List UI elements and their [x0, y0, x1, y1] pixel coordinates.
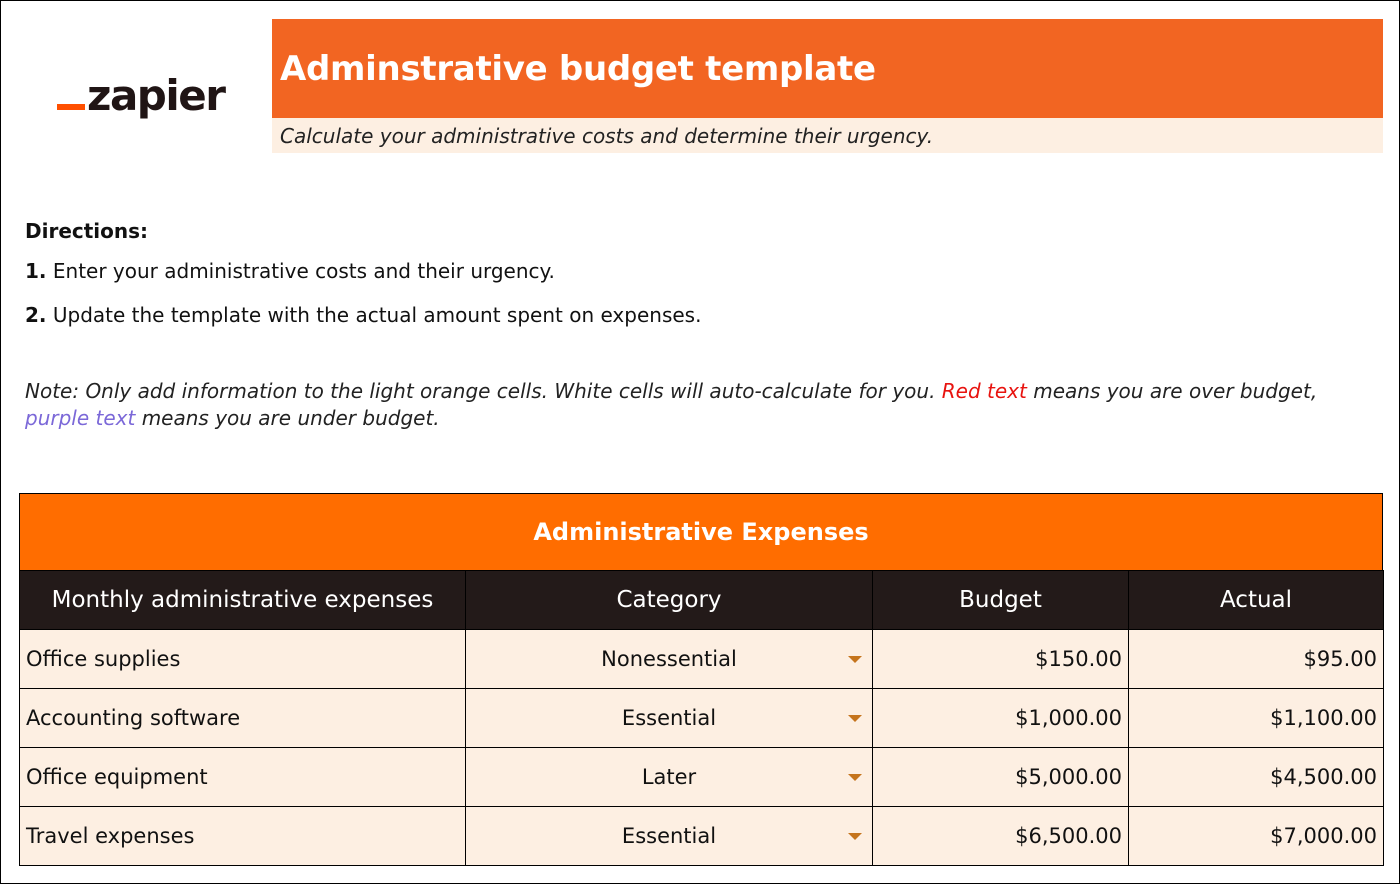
- budget-cell[interactable]: $150.00: [873, 630, 1129, 689]
- category-value: Essential: [621, 824, 717, 848]
- page-subtitle: Calculate your administrative costs and determine their urgency.: [280, 123, 934, 148]
- category-dropdown[interactable]: [466, 807, 873, 866]
- expense-cell[interactable]: Office equipment: [20, 748, 466, 807]
- note-text: [25, 378, 1325, 432]
- table-row: [20, 748, 1384, 807]
- budget-cell[interactable]: $5,000.00: [873, 748, 1129, 807]
- table-row: [20, 689, 1384, 748]
- actual-cell[interactable]: $1,100.00: [1129, 689, 1384, 748]
- direction-step-1: [25, 259, 555, 283]
- category-value: Later: [641, 765, 697, 789]
- note-part-3: means you are under budget.: [141, 406, 440, 430]
- dropdown-caret-icon[interactable]: [848, 715, 862, 722]
- budget-cell[interactable]: $6,500.00: [873, 807, 1129, 866]
- dropdown-caret-icon[interactable]: [848, 833, 862, 840]
- table-row: [20, 630, 1384, 689]
- note-purple-text: purple text: [25, 406, 136, 430]
- category-dropdown[interactable]: [466, 630, 873, 689]
- zapier-logo: [57, 67, 225, 120]
- dropdown-caret-icon[interactable]: [848, 774, 862, 781]
- expense-cell[interactable]: Travel expenses: [20, 807, 466, 866]
- page-title: Adminstrative budget template: [280, 48, 876, 89]
- logo-wordmark: zapier: [87, 71, 225, 120]
- table-header-row: [20, 571, 1384, 630]
- column-header-actual: Actual: [1129, 571, 1384, 630]
- expense-cell[interactable]: Accounting software: [20, 689, 466, 748]
- step-number: 1.: [25, 259, 47, 283]
- page-title-banner: [272, 19, 1383, 118]
- actual-cell[interactable]: $95.00: [1129, 630, 1384, 689]
- table-row: [20, 807, 1384, 866]
- column-header-expense: Monthly administrative expenses: [20, 571, 466, 630]
- note-red-text: Red text: [941, 379, 1027, 403]
- expenses-table: [19, 570, 1384, 866]
- step-number: 2.: [25, 303, 47, 327]
- category-dropdown[interactable]: [466, 748, 873, 807]
- category-value: Nonessential: [601, 647, 737, 671]
- directions-heading: Directions:: [25, 219, 149, 243]
- column-header-category: Category: [466, 571, 873, 630]
- column-header-budget: Budget: [873, 571, 1129, 630]
- dropdown-caret-icon[interactable]: [848, 656, 862, 663]
- note-part-1: Note: Only add information to the light orange cells. White cells will auto-calculate for you.: [25, 379, 936, 403]
- actual-cell[interactable]: $7,000.00: [1129, 807, 1384, 866]
- category-value: Essential: [621, 706, 717, 730]
- note-part-2: means you are over budget,: [1033, 379, 1318, 403]
- page-subtitle-banner: [272, 118, 1383, 153]
- budget-cell[interactable]: $1,000.00: [873, 689, 1129, 748]
- expense-cell[interactable]: Office supplies: [20, 630, 466, 689]
- step-text: Enter your administrative costs and their urgency.: [52, 259, 555, 283]
- direction-step-2: [25, 303, 701, 327]
- logo-underscore-mark: [57, 104, 85, 110]
- expenses-table-title: [19, 493, 1383, 570]
- step-text: Update the template with the actual amount spent on expenses.: [52, 303, 702, 327]
- expenses-table-title-text: Administrative Expenses: [533, 518, 869, 546]
- category-dropdown[interactable]: [466, 689, 873, 748]
- actual-cell[interactable]: $4,500.00: [1129, 748, 1384, 807]
